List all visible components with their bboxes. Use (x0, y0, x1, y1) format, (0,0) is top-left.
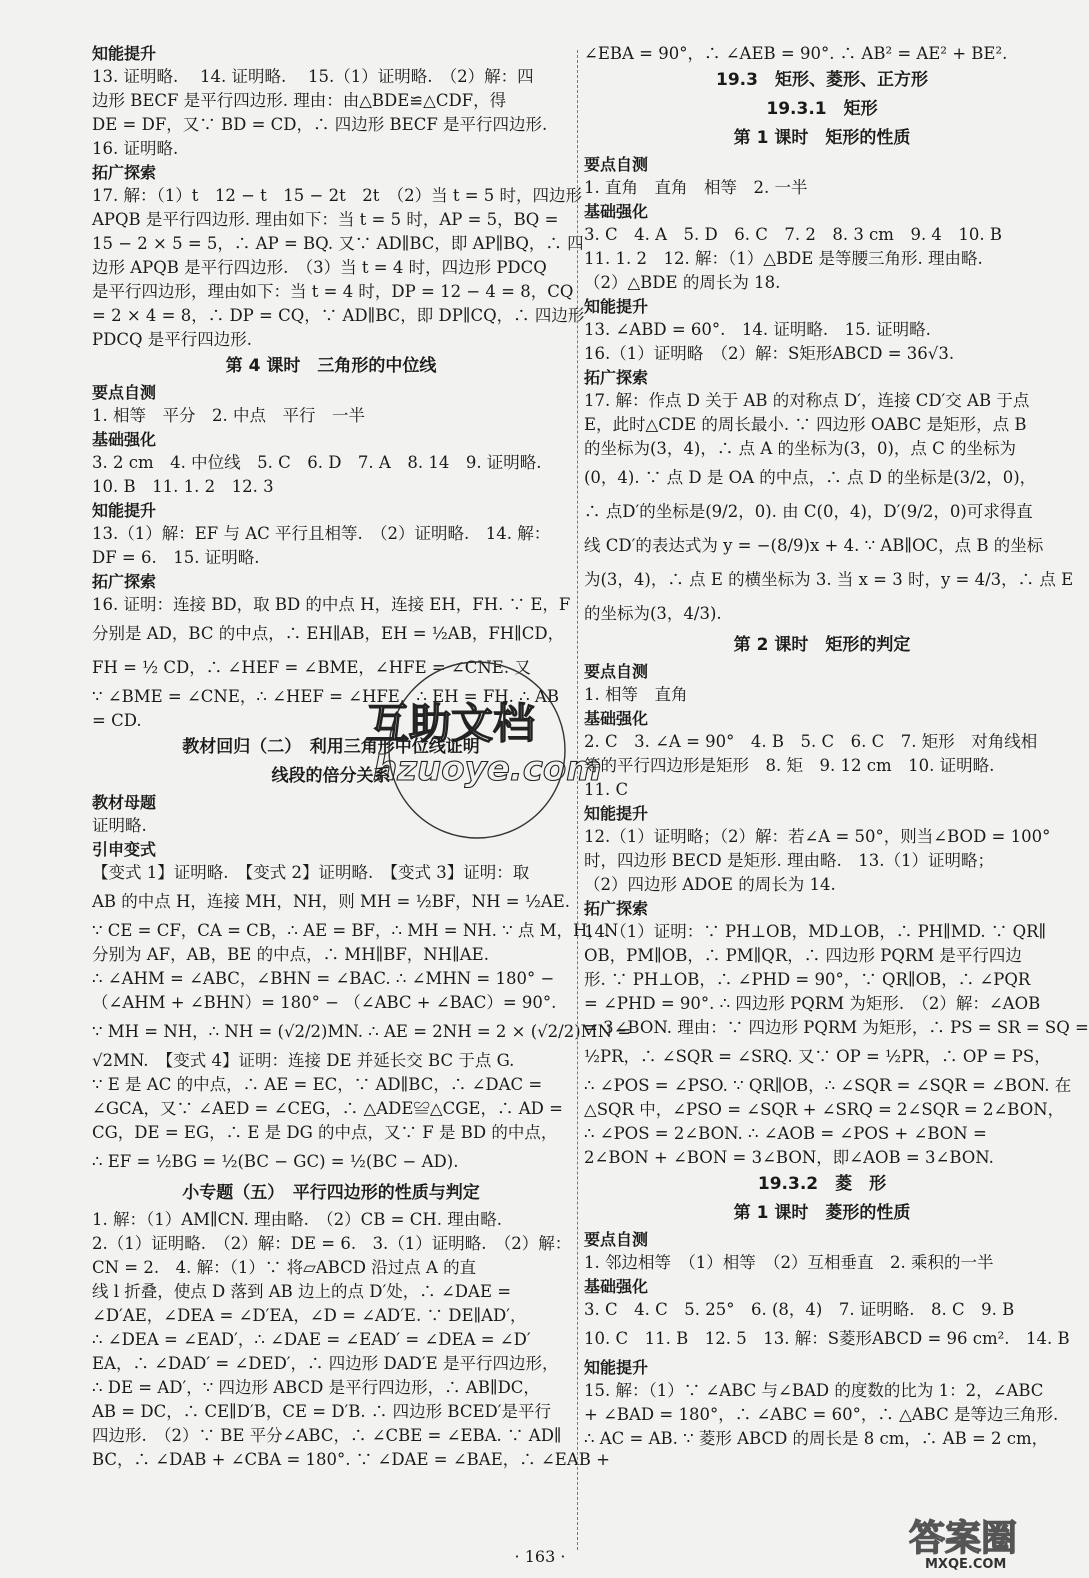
answer-line: ∴ ∠DEA = ∠EAD′，∴ ∠DAE = ∠EAD′ = ∠DEA = ∠D′ (92, 1330, 531, 1349)
answer-line: 等的平行四边形是矩形 8. 矩 9. 12 cm 10. 证明略. (584, 756, 995, 775)
corner-logo (905, 1510, 1073, 1572)
answer-line: 2. C 3. ∠A = 90° 4. B 5. C 6. C 7. 矩形 对角线相 (584, 732, 1038, 751)
column-divider (577, 50, 578, 1550)
answer-line: 1. 邻边相等 （1）相等 （2）互相垂直 2. 乘积的一半 (584, 1253, 994, 1272)
section-heading: 拓广探索 (92, 572, 157, 591)
answer-line: 分别是 AD，BC 的中点，∴ EH∥AB，EH = ½AB，FH∥CD， (92, 624, 565, 643)
answer-line: 3. C 4. A 5. D 6. C 7. 2 8. 3 cm 9. 4 10. B (584, 225, 1003, 244)
section-heading: 要点自测 (584, 662, 649, 681)
section-heading: 教材母题 (92, 793, 157, 812)
answer-line: 11. C (584, 780, 629, 799)
corner-logo-text: 答案圈 (909, 1518, 1018, 1559)
answer-line: √2MN. 【变式 4】证明：连接 DE 并延长交 BC 于点 G. (92, 1051, 515, 1070)
section-heading: 拓广探索 (92, 163, 157, 182)
answer-line: DF = 6. 15. 证明略. (92, 548, 260, 567)
answer-line: 11. 1. 2 12. 解：（1）△BDE 是等腰三角形. 理由略. (584, 249, 983, 268)
answer-line: 时，四边形 BECD 是矩形. 理由略. 13.（1）证明略； (584, 851, 994, 870)
answer-line: 13. 证明略. 14. 证明略. 15.（1）证明略. （2）解：四 (92, 67, 534, 86)
answer-line: 15 − 2 × 5 = 5，∴ AP = BQ. 又∵ AD∥BC，即 AP∥BQ，∴ 四 (92, 234, 584, 253)
answer-line: （2）△BDE 的周长为 18. (584, 273, 781, 292)
answer-line: 16. 证明略. (92, 139, 179, 158)
section-heading: 知能提升 (92, 44, 157, 63)
lesson-title: 第 4 课时 三角形的中位线 (225, 356, 437, 376)
answer-line: 13.（1）解：EF 与 AC 平行且相等. （2）证明略. 14. 解： (92, 524, 551, 543)
section-heading: 基础强化 (584, 202, 649, 221)
section-heading: 知能提升 (584, 1358, 649, 1377)
answer-line: 3. 2 cm 4. 中位线 5. C 6. D 7. A 8. 14 9. 证明略. (92, 453, 542, 472)
lesson-title: 第 1 课时 菱形的性质 (733, 1203, 911, 1223)
answer-line: ∵ ∠BME = ∠CNE，∴ ∠HEF = ∠HFE，∴ EH = FH. ∴ AB (92, 687, 559, 706)
answer-line: ∴ DE = AD′，∵ 四边形 ABCD 是平行四边形，∴ AB∥DC， (92, 1378, 540, 1397)
answer-line: 2∠BON + ∠BON = 3∠BON，即∠AOB = 3∠BON. (584, 1148, 994, 1167)
answer-line: △SQR 中，∠PSO = ∠SQR + ∠SRQ = 2∠SQR = 2∠BON， (584, 1100, 1065, 1119)
section-heading: 基础强化 (584, 1277, 649, 1296)
answer-line: 3. C 4. C 5. 25° 6. (8，4) 7. 证明略. 8. C 9. B (584, 1300, 1015, 1319)
corner-logo-url: MXQE.COM (925, 1557, 1007, 1572)
answer-line: ∴ ∠POS = 2∠BON. ∴ ∠AOB = ∠POS + ∠BON = (584, 1124, 987, 1143)
answer-line: ∠D′AE，∠DEA = ∠D′EA，∠D = ∠AD′E. ∵ DE∥AD′， (92, 1306, 527, 1325)
section-heading: 基础强化 (584, 709, 649, 728)
answer-line: + ∠BAD = 180°，∴ ∠ABC = 60°，∴ △ABC 是等边三角形. (584, 1405, 1059, 1424)
answer-line: = ∠PHD = 90°. ∴ 四边形 PQRM 为矩形. （2）解：∠AOB (584, 994, 1041, 1013)
answer-line: 17. 解：（1）t 12 − t 15 − 2t 2t （2）当 t = 5 时，四边形 (92, 186, 583, 205)
answer-line: 12.（1）证明略；（2）解：若∠A = 50°，则当∠BOD = 100° (584, 827, 1051, 846)
answer-line: (0，4). ∵ 点 D 是 OA 的中点，∴ 点 D 的坐标是(3/2，0)， (584, 468, 1037, 487)
lesson-title: 第 2 课时 矩形的判定 (733, 635, 911, 655)
section-heading: 要点自测 (584, 155, 649, 174)
answer-line: 1. 相等 平分 2. 中点 平行 一半 (92, 406, 365, 425)
answer-line: （2）四边形 ADOE 的周长为 14. (584, 875, 836, 894)
answer-line: ∴ EF = ½BG = ½(BC − GC) = ½(BC − AD). (92, 1152, 459, 1171)
answer-line: 证明略. (92, 816, 147, 835)
answer-line: ∴ ∠POS = ∠PSO. ∵ QR∥OB，∴ ∠SQR = ∠SQR = ∠BON. 在 (584, 1076, 1072, 1095)
lesson-title: 第 1 课时 矩形的性质 (733, 128, 911, 148)
section-heading: 要点自测 (92, 383, 157, 402)
answer-line: 1. 相等 直角 (584, 685, 688, 704)
answer-line: 是平行四边形，理由如下：当 t = 4 时，DP = 12 − 4 = 8，CQ (92, 282, 574, 301)
answer-line: EA，∴ ∠DAD′ = ∠DED′，∴ 四边形 DAD′E 是平行四边形， (92, 1354, 559, 1373)
answer-line: 13. ∠ABD = 60°. 14. 证明略. 15. 证明略. (584, 320, 931, 339)
section-heading: 要点自测 (584, 1230, 649, 1249)
answer-line: 的坐标为(3，4/3). (584, 604, 722, 623)
lesson-title: 19.3.2 菱 形 (757, 1174, 887, 1194)
answer-line: ½PR，∴ ∠SQR = ∠SRQ. 又∵ OP = ½PR，∴ OP = PS， (584, 1047, 1051, 1066)
answer-line: 14.（1）证明：∵ PH⊥OB，MD⊥OB，∴ PH∥MD. ∵ QR∥ (584, 922, 1047, 941)
section-heading: 知能提升 (92, 501, 157, 520)
answer-line: 10. C 11. B 12. 5 13. 解：S菱形ABCD = 96 cm². 14. B (584, 1329, 1070, 1348)
answer-line: 线 CD′的表达式为 y = −(8/9)x + 4. ∵ AB∥OC，点 B 的坐标 (584, 536, 1044, 555)
watermark-url: hzuoye.com (373, 749, 602, 789)
section-heading: 拓广探索 (584, 899, 649, 918)
answer-line: 边形 APQB 是平行四边形. （3）当 t = 4 时，四边形 PDCQ (92, 258, 547, 277)
right-column (584, 42, 1089, 1451)
answer-line: E，此时△CDE 的周长最小. ∵ 四边形 OABC 是矩形，点 B (584, 415, 1027, 434)
answer-line: PDCQ 是平行四边形. (92, 330, 252, 349)
answer-line: 15. 解：（1）∵ ∠ABC 与∠BAD 的度数的比为 1：2，∠ABC (584, 1381, 1044, 1400)
answer-line: 1. 直角 直角 相等 2. 一半 (584, 178, 808, 197)
answer-line: 的坐标为(3，4)，∴ 点 A 的坐标为(3，0)，点 C 的坐标为 (584, 439, 1017, 458)
answer-line: ∠EBA = 90°，∴ ∠AEB = 90°. ∴ AB² = AE² + BE². (584, 44, 1008, 63)
answer-line: ∴ 点D′的坐标是(9/2，0). 由 C(0，4)，D′(9/2，0)可求得直 (584, 502, 1033, 521)
answer-line: 16. 证明：连接 BD，取 BD 的中点 H，连接 EH，FH. ∵ E，F (92, 595, 571, 614)
page-number: · 163 · (514, 1547, 566, 1566)
answer-line: 1. 解：（1）AM∥CN. 理由略. （2）CB = CH. 理由略. (92, 1210, 502, 1229)
answer-line: FH = ½ CD，∴ ∠HEF = ∠BME，∠HFE = ∠CNE. 又 (92, 658, 531, 677)
watermark-text: 互助文档 (367, 699, 536, 748)
answer-line: = 3∠BON. 理由：∵ 四边形 PQRM 为矩形，∴ PS = SR = SQ = (584, 1018, 1089, 1037)
answer-line: DE = DF，又∵ BD = CD，∴ 四边形 BECF 是平行四边形. (92, 115, 548, 134)
answer-line: 16.（1）证明略 （2）解：S矩形ABCD = 36√3. (584, 344, 955, 363)
answer-line: 10. B 11. 1. 2 12. 3 (92, 477, 274, 496)
answer-line: CN = 2. 4. 解：（1）∵ 将▱ABCD 沿过点 A 的直 (92, 1258, 477, 1277)
section-heading: 知能提升 (584, 297, 649, 316)
answer-line: 为(3，4)，∴ 点 E 的横坐标为 3. 当 x = 3 时，y = 4/3，∴ 点 E (584, 570, 1074, 589)
answer-line: 【变式 1】证明略. 【变式 2】证明略. 【变式 3】证明：取 (92, 863, 530, 882)
answer-line: APQB 是平行四边形. 理由如下：当 t = 5 时，AP = 5，BQ = (92, 210, 559, 229)
lesson-title: 线段的倍分关系 (271, 766, 391, 786)
section-heading: 引申变式 (92, 840, 157, 859)
answer-line: AB = DC，∴ CE∥D′B，CE = D′B. ∴ 四边形 BCED′是平行 (92, 1402, 551, 1421)
answer-line: AB 的中点 H，连接 MH，NH，则 MH = ½BF，NH = ½AE. (92, 892, 571, 911)
answer-line: BC，∴ ∠DAB + ∠CBA = 180°. ∵ ∠DAE = ∠BAE，∴ ∠EAB + (92, 1450, 610, 1469)
answer-line: CG，DE = EG，∴ E 是 DG 的中点，又∵ F 是 BD 的中点， (92, 1123, 558, 1142)
answer-line: = CD. (92, 711, 142, 730)
answer-line: ∴ ∠AHM = ∠ABC，∠BHN = ∠BAC. ∴ ∠MHN = 180° − (92, 969, 555, 988)
lesson-title: 小专题（五） 平行四边形的性质与判定 (182, 1183, 480, 1203)
answer-line: （∠AHM + ∠BHN）= 180° − （∠ABC + ∠BAC）= 90°. (92, 993, 557, 1012)
lesson-title: 19.3 矩形、菱形、正方形 (716, 70, 928, 90)
section-heading: 拓广探索 (584, 368, 649, 387)
answer-line: ∵ MH = NH，∴ NH = (√2/2)MN. ∴ AE = 2NH = 2 × (√2/2)MN = (92, 1022, 632, 1041)
lesson-title: 教材回归（二） 利用三角形中位线证明 (182, 737, 480, 757)
answer-line: 四边形. （2）∵ BE 平分∠ABC，∴ ∠CBE = ∠EBA. ∵ AD∥ (92, 1426, 562, 1445)
answer-line: ∠GCA，又∵ ∠AED = ∠CEG，∴ △ADE≌△CGE，∴ AD = (92, 1099, 563, 1118)
answer-line: 线 l 折叠，使点 D 落到 AB 边上的点 D′处，∴ ∠DAE = (92, 1282, 512, 1301)
answer-line: ∵ E 是 AC 的中点，∴ AE = EC，∵ AD∥BC，∴ ∠DAC = (92, 1075, 543, 1094)
answer-line: 2.（1）证明略. （2）解：DE = 6. 3.（1）证明略. （2）解： (92, 1234, 572, 1253)
answer-line: 边形 BECF 是平行四边形. 理由：由△BDE≌△CDF，得 (92, 91, 507, 110)
section-heading: 基础强化 (92, 430, 157, 449)
answer-line: OB，PM∥OB，∴ PM∥QR，∴ 四边形 PQRM 是平行四边 (584, 946, 1022, 965)
answer-line: ∵ CE = CF，CA = CB，∴ AE = BF，∴ MH = NH. ∵ 点 M，H，N (92, 921, 619, 940)
answer-line: 形. ∵ PH⊥OB，∴ ∠PHD = 90°，∵ QR∥OB，∴ ∠PQR (584, 970, 1031, 989)
lesson-title: 19.3.1 矩形 (766, 99, 878, 119)
answer-line: ∴ AC = AB. ∵ 菱形 ABCD 的周长是 8 cm，∴ AB = 2 cm， (584, 1429, 1049, 1448)
answer-line: 分别为 AF，AB，BE 的中点，∴ MH∥BF，NH∥AE. (92, 945, 489, 964)
section-heading: 知能提升 (584, 804, 649, 823)
answer-line: = 2 × 4 = 8，∴ DP = CQ，∵ AD∥BC，即 DP∥CQ，∴ 四边形 (92, 306, 585, 325)
answer-line: 17. 解：作点 D 关于 AB 的对称点 D′，连接 CD′交 AB 于点 (584, 391, 1030, 410)
